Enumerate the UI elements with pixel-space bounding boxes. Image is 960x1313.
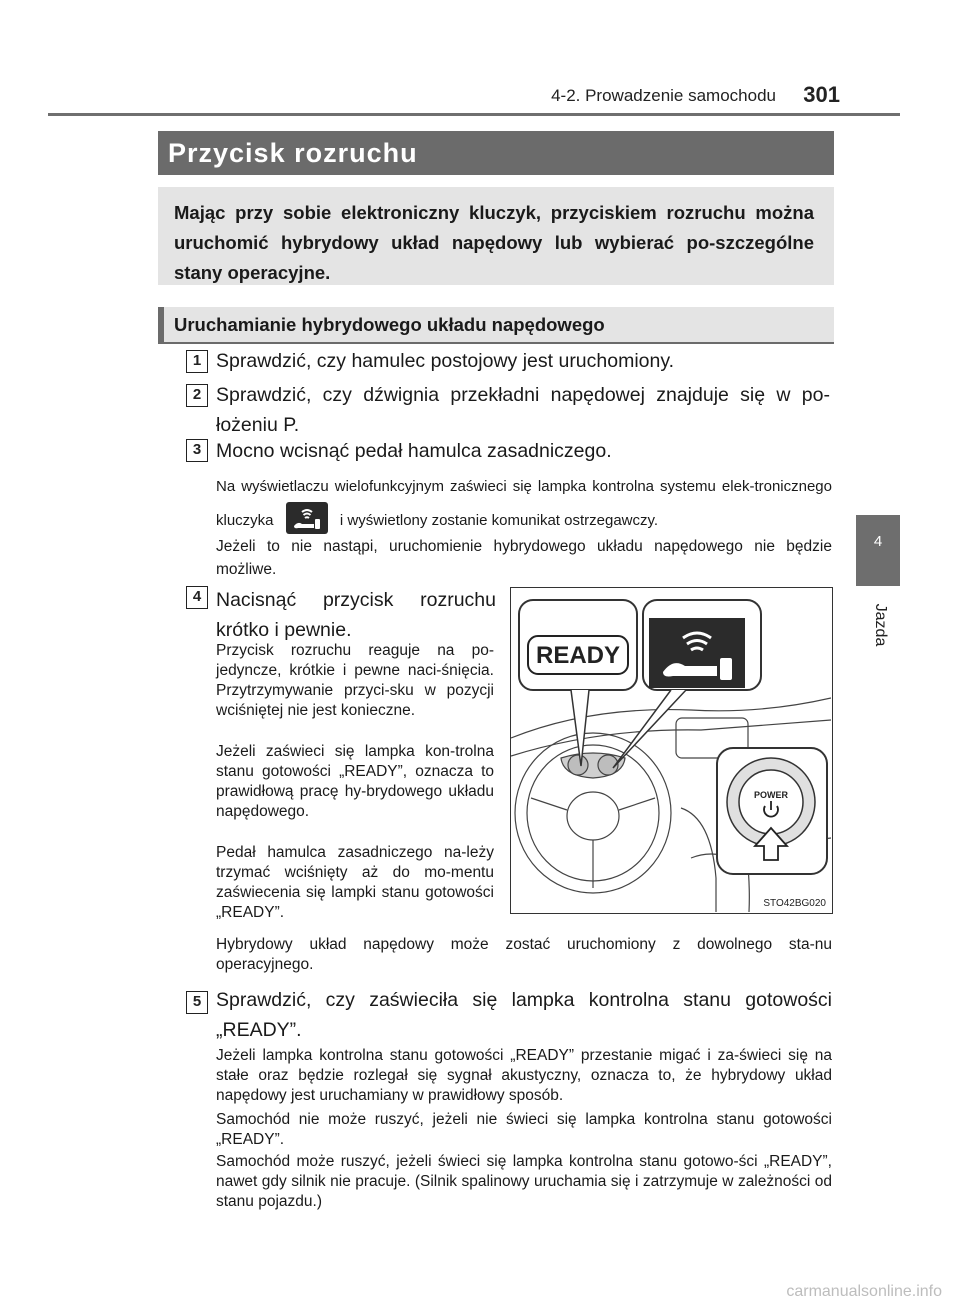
figure-code: STO42BG020 [763, 898, 826, 909]
step-3-note-a [216, 470, 832, 538]
intro-panel [158, 187, 834, 285]
step-3-text: Mocno wcisnąć pedał hamulca zasadniczego. [216, 440, 612, 462]
chapter-number: 4 [873, 533, 883, 550]
step-5-note-a: Jeżeli lampka kontrolna stanu gotowości „READY” przestanie migać i za-świeci się na stałe oraz będzie rozlegał się sygnał akustyczny, oznacza to, że hybrydowy układ napędowy jest uruchamiany w prawidłowy sposób. [216, 1047, 832, 1104]
ready-indicator-label: READY [535, 642, 621, 669]
step-1-text: Sprawdzić, czy hamulec postojowy jest uruchomiony. [216, 350, 675, 372]
subheading-bar [158, 307, 834, 343]
watermark: carmanualsonline.info [786, 1283, 942, 1300]
step-number-4: 4 [186, 586, 208, 609]
smart-key-icon [286, 502, 328, 534]
step-4-note-c: Pedał hamulca zasadniczego na-leży trzymać wciśnięty aż do mo-mentu zaświecenia się lampki stanu gotowości „READY”. [216, 844, 494, 921]
header-divider [48, 113, 900, 116]
intro-text: Mając przy sobie elektroniczny kluczyk, przyciskiem rozruchu można uruchomić hybrydowy układ napędowy lub wybierać po-szczególne stany operacyjne. [174, 202, 814, 283]
step-3-note-a-part1: Na wyświetlaczu wielofunkcyjnym zaświeci się lampka kontrolna systemu elek-tronicznego kluczyka [216, 478, 832, 529]
page-title: Przycisk rozruchu [168, 138, 418, 168]
step-3-note-b: Jeżeli to nie nastąpi, uruchomienie hybrydowego układu napędowego nie będzie możliwe. [216, 538, 832, 578]
step-4-note-b: Jeżeli zaświeci się lampka kon-trolna stanu gotowości „READY”, oznacza to prawidłową pracę hy-brydowego układu napędowego. [216, 743, 494, 820]
step-number-3: 3 [186, 439, 208, 462]
step-5-note-b: Samochód nie może ruszyć, jeżeli nie świeci się lampka kontrolna stanu gotowości „READY”. [216, 1111, 832, 1148]
subheading-divider [158, 342, 834, 344]
subheading: Uruchamianie hybrydowego układu napędowego [174, 314, 605, 335]
chapter-tab [856, 515, 900, 586]
page-header [60, 80, 900, 114]
page-number: 301 [803, 82, 840, 107]
step-2-text: Sprawdzić, czy dźwignia przekładni napędowej znajduje się w po-łożeniu P. [216, 384, 830, 436]
step-4-text: Nacisnąć przycisk rozruchu krótko i pewnie. [216, 589, 496, 641]
section-title: 4-2. Prowadzenie samochodu [551, 86, 776, 105]
chapter-label: Jazda [872, 603, 889, 647]
step-3-note-a-part2: i wyświetlony zostanie komunikat ostrzegawczy. [339, 512, 659, 529]
step-5-note-c: Samochód może ruszyć, jeżeli świeci się lampka kontrolna stanu gotowo-ści „READY”, nawet gdy silnik nie pracuje. (Silnik spalinowy uruchamia się i zatrzymuje w zależności od stanu pojazdu.) [216, 1153, 832, 1210]
chapter-label-wrap [868, 598, 888, 658]
step-number-1: 1 [186, 350, 208, 373]
step-number-2: 2 [186, 384, 208, 407]
power-button-label: POWER [753, 790, 789, 800]
step-5-text: Sprawdzić, czy zaświeciła się lampka kontrolna stanu gotowości „READY”. [216, 989, 832, 1041]
step-4-note-a: Przycisk rozruchu reaguje na po-jedyncze, krótkie i pewne naci-śnięcia. Przytrzymywanie przyci-sku w pozycji wciśniętej nie jest konieczne. [216, 642, 494, 719]
step-number-5: 5 [186, 991, 208, 1014]
title-bar [158, 131, 834, 175]
start-button-illustration [510, 587, 833, 914]
step-4-note-d: Hybrydowy układ napędowy może zostać uruchomiony z dowolnego sta-nu operacyjnego. [216, 936, 832, 973]
